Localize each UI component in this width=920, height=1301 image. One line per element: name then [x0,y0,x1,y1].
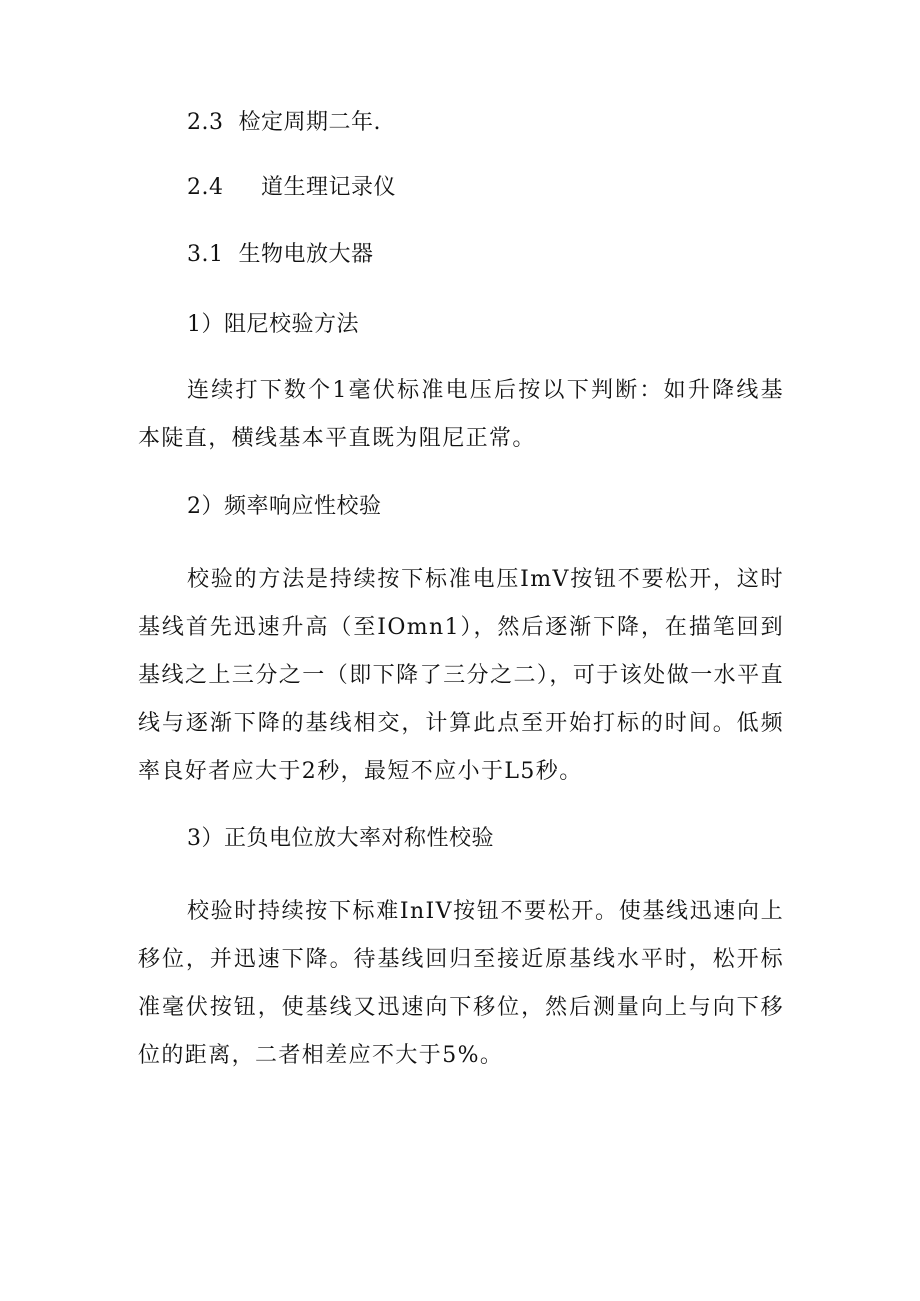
paragraph-damping-method: 连续打下数个1毫伏标准电压后按以下判断：如升降线基本陡直，横线基本平直既为阻尼正常。 [138,378,784,451]
section-2-3-heading: 2.3 检定周期二年. [187,110,381,135]
item-2-heading: 2）频率响应性校验 [187,494,382,519]
item-3-heading: 3）正负电位放大率对称性校验 [187,826,494,851]
section-3-1-heading: 3.1 生物电放大器 [187,242,374,267]
paragraph-symmetry-check: 校验时持续按下标难InIV按钮不要松开。使基线迅速向上移位，并迅速下降。待基线回归至接近原基线水平时，松开标准毫伏按钮，使基线又迅速向下移位，然后测量向上与向下移位的距离，二者相差应不大于5%。 [138,899,784,1068]
section-2-4-heading: 2.4 道生理记录仪 [187,175,396,200]
paragraph-frequency-response: 校验的方法是持续按下标准电压ImV按钮不要松开，这时基线首先迅速升高（至IOmn1），然后逐渐下降，在描笔回到基线之上三分之一（即下降了三分之二），可于该处做一水平直线与逐渐下降的基线相交，计算此点至开始打标的时间。低频率良好者应大于2秒，最短不应小于L5秒。 [138,567,784,784]
item-1-heading: 1）阻尼校验方法 [187,312,359,337]
